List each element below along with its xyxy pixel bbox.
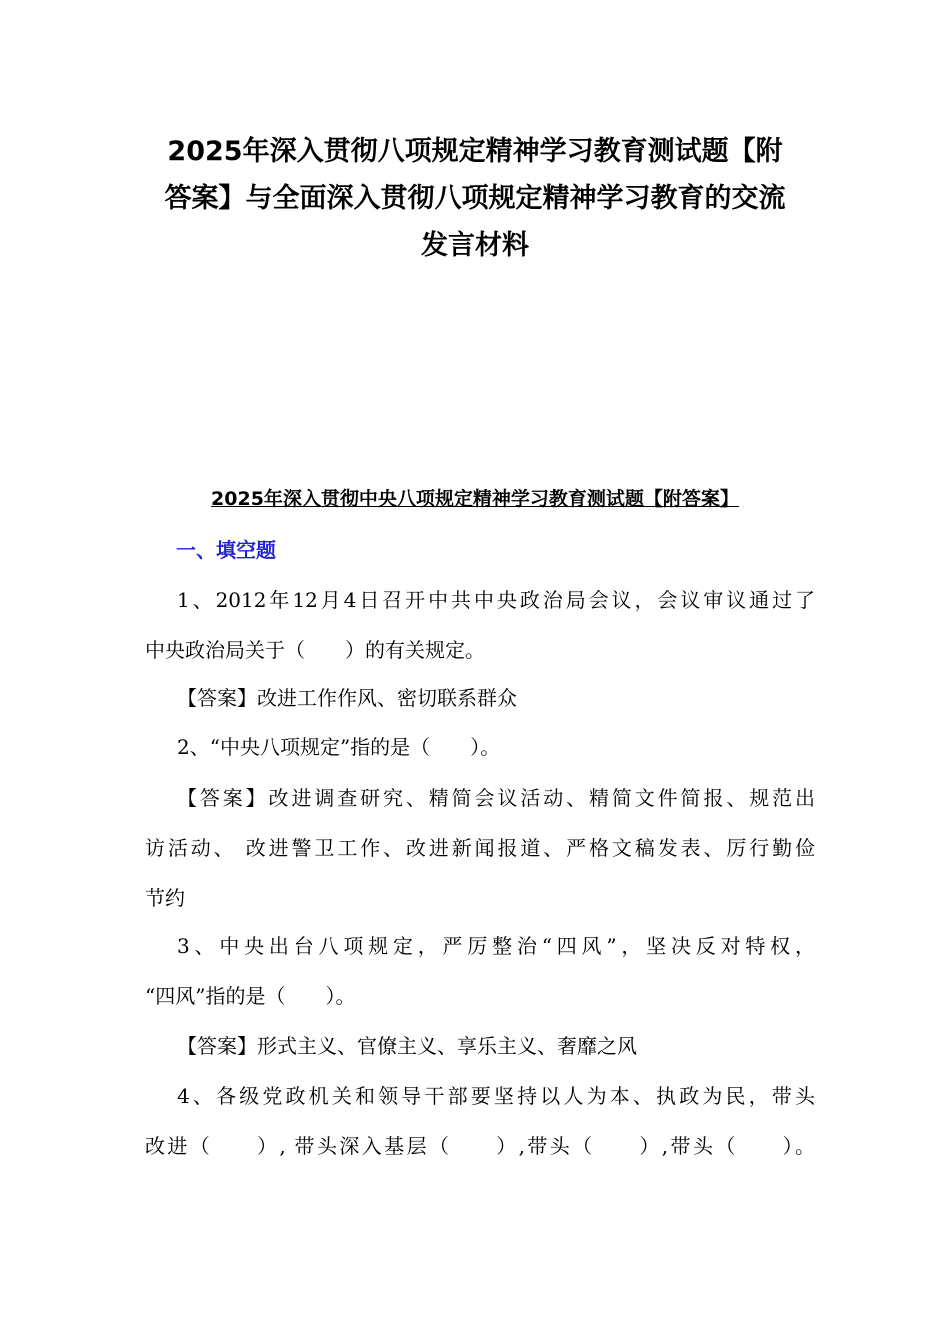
answer-3-line-1: 【答案】形式主义、官僚主义、享乐主义、奢靡之风 xyxy=(177,1034,637,1058)
answer-1-line-1: 【答案】改进工作作风、密切联系群众 xyxy=(177,686,517,710)
answer-2-line-3: 节约 xyxy=(145,886,185,910)
question-4 xyxy=(145,1071,815,1171)
document-title xyxy=(140,128,810,269)
section-title: 2025年深入贯彻中央八项规定精神学习教育测试题【附答案】 xyxy=(211,488,739,510)
question-3 xyxy=(145,921,815,1021)
question-1-line-1: 1、2012年12月4日召开中共中央政治局会议，会议审议通过了 xyxy=(177,588,815,612)
question-1-line-2: 中央政治局关于（ ）的有关规定。 xyxy=(145,638,485,662)
question-2 xyxy=(145,722,815,772)
answer-2 xyxy=(145,773,815,923)
title-line-1: 2025年深入贯彻八项规定精神学习教育测试题【附 xyxy=(167,136,783,167)
title-line-2: 答案】与全面深入贯彻八项规定精神学习教育的交流 xyxy=(164,183,786,214)
question-1 xyxy=(145,575,815,675)
question-4-line-1: 4、各级党政机关和领导干部要坚持以人为本、执政为民，带头 xyxy=(177,1084,815,1108)
answer-1 xyxy=(145,673,815,723)
question-2-line-1: 2、“中央八项规定”指的是（ ）。 xyxy=(177,735,501,759)
question-4-line-2: 改进（ ）, 带头深入基层（ ）,带头（ ）,带头（ ）。 xyxy=(145,1134,815,1158)
answer-2-line-2: 访活动、 改进警卫工作、改进新闻报道、严格文稿发表、厉行勤俭 xyxy=(145,836,815,860)
part-heading: 一、填空题 xyxy=(176,538,276,562)
title-line-3: 发言材料 xyxy=(421,230,529,261)
question-3-line-2: “四风”指的是（ ）。 xyxy=(145,984,356,1008)
answer-3 xyxy=(145,1021,815,1071)
answer-2-line-1: 【答案】改进调查研究、精简会议活动、精简文件简报、规范出 xyxy=(177,786,815,810)
question-3-line-1: 3、中央出台八项规定，严厉整治“四风”，坚决反对特权， xyxy=(177,934,815,958)
